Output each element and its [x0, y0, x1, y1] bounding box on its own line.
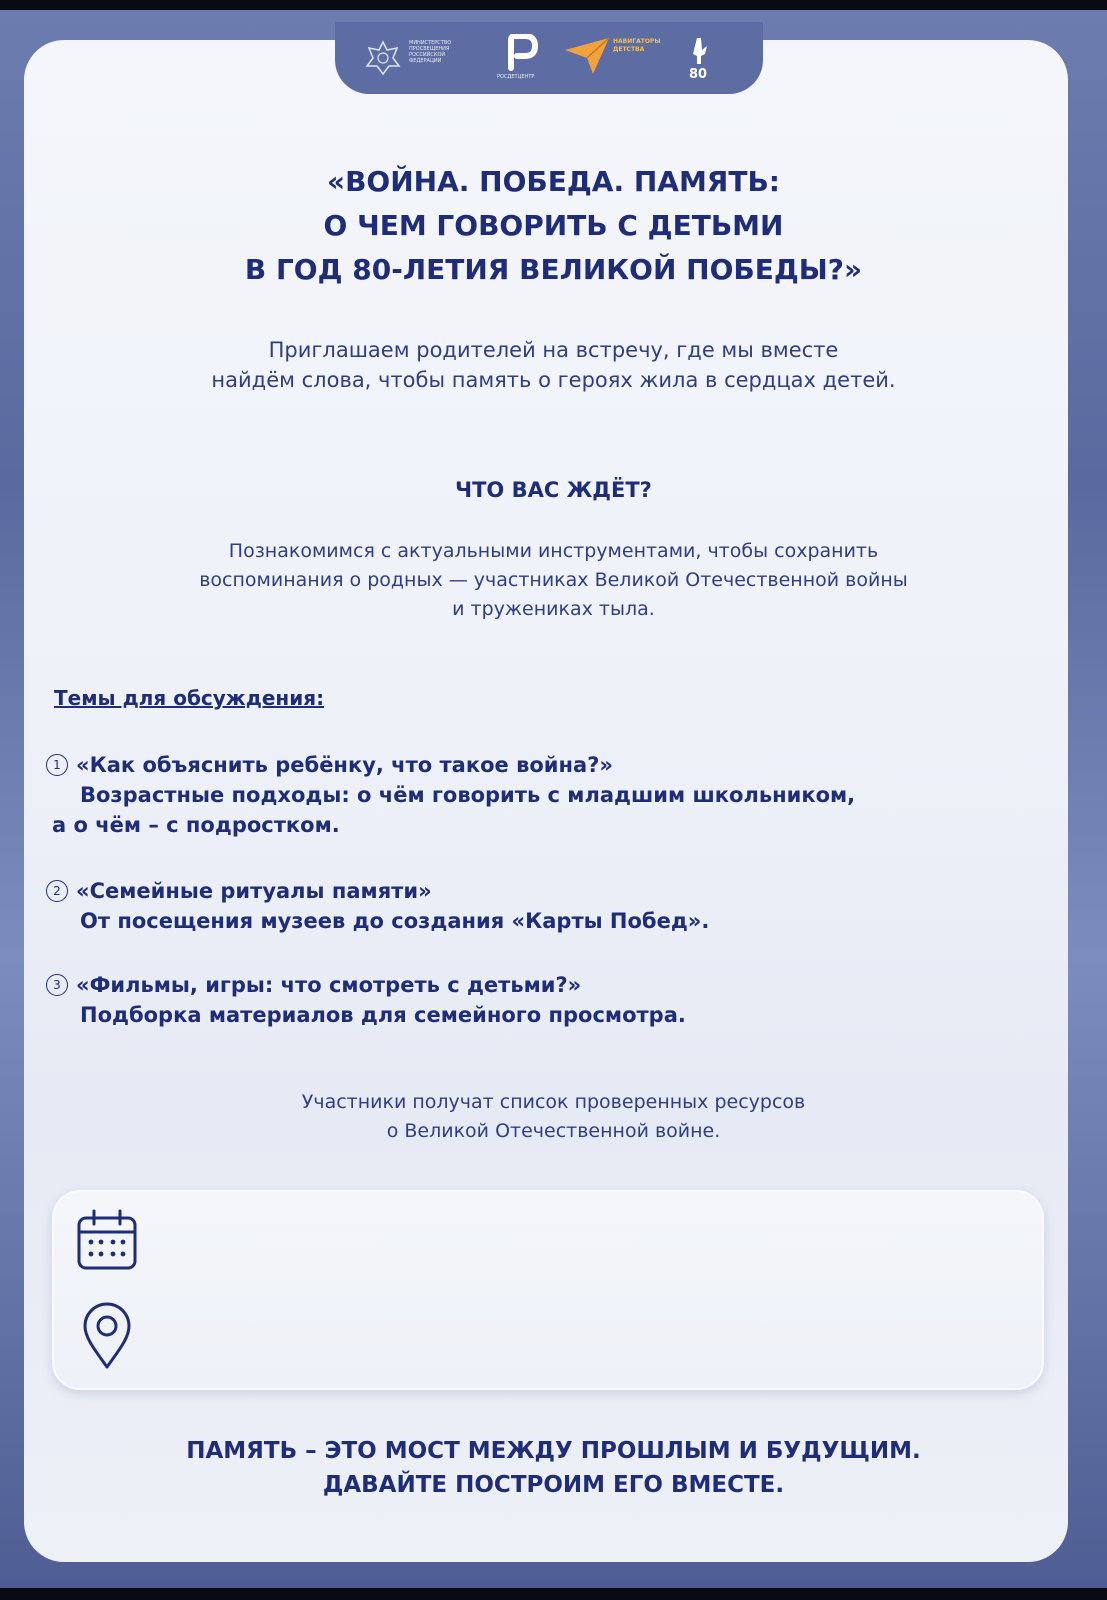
topic-description: Возрастные подходы: о чём говорить с младшим школьником,	[80, 783, 856, 807]
topic-title: «Семейные ритуалы памяти»	[76, 879, 432, 903]
topic-number-badge: 1	[46, 754, 68, 776]
participants-line: о Великой Отечественной войне.	[386, 1120, 721, 1142]
navigators-logo-text: НАВИГАТОРЫ ДЕТСТВА	[613, 38, 661, 53]
rosdetcentr-logo-text: РОСДЕТЦЕНТР	[497, 74, 535, 80]
section-text-line: Познакомимся с актуальными инструментами, чтобы сохранить	[228, 540, 879, 562]
footer-line: ДАВАЙТЕ ПОСТРОИМ ЕГО ВМЕСТЕ.	[322, 1472, 785, 1498]
victory-80-number: 80	[689, 67, 708, 82]
rosdetcentr-logo-icon	[503, 34, 539, 72]
footer-line: ПАМЯТЬ – ЭТО МОСТ МЕЖДУ ПРОШЛЫМ И БУДУЩИМ.	[186, 1438, 921, 1464]
logo-strip	[355, 30, 745, 86]
location-pin-icon	[82, 1302, 132, 1370]
title-line: О ЧЕМ ГОВОРИТЬ С ДЕТЬМИ	[323, 209, 784, 242]
topic-title: «Фильмы, игры: что смотреть с детьми?»	[76, 973, 582, 997]
footer-slogan	[60, 1434, 1047, 1502]
participants-line: Участники получат список проверенных ресурсов	[301, 1091, 806, 1113]
topic-number-badge: 3	[46, 974, 68, 996]
section-text-line: и тружениках тыла.	[452, 598, 655, 620]
victory-80-logo-icon	[685, 36, 715, 82]
topic-item	[46, 876, 1036, 936]
section-heading: ЧТО ВАС ЖДЁТ?	[455, 478, 652, 502]
ministry-logo-text: МИНИСТЕРСТВО ПРОСВЕЩЕНИЯ РОССИЙСКОЙ ФЕДЕРАЦИИ	[409, 40, 452, 64]
topic-item	[46, 750, 1036, 840]
page-title	[60, 160, 1047, 292]
title-line: «ВОЙНА. ПОБЕДА. ПАМЯТЬ:	[326, 165, 781, 198]
navigators-plane-icon	[563, 36, 611, 76]
calendar-icon	[76, 1208, 138, 1272]
title-line: В ГОД 80-ЛЕТИЯ ВЕЛИКОЙ ПОБЕДЫ?»	[244, 253, 863, 286]
topic-description: От посещения музеев до создания «Карты Побед».	[80, 909, 710, 933]
intro-text	[60, 335, 1047, 395]
intro-line: найдём слова, чтобы память о героях жила в сердцах детей.	[211, 368, 896, 392]
topic-description: а о чём – с подростком.	[52, 813, 340, 837]
ministry-emblem-icon	[363, 38, 403, 78]
intro-line: Приглашаем родителей на встречу, где мы вместе	[268, 338, 839, 362]
participants-text	[60, 1088, 1047, 1146]
section-text-line: воспоминания о родных — участниках Великой Отечественной войны	[199, 569, 908, 591]
topic-title: «Как объяснить ребёнку, что такое война?»	[76, 753, 613, 777]
topic-number-badge: 2	[46, 880, 68, 902]
topics-heading: Темы для обсуждения:	[54, 686, 325, 710]
section-text	[56, 537, 1051, 624]
date-location-box	[52, 1190, 1044, 1390]
bottom-edge-bar	[0, 1588, 1107, 1600]
topic-item	[46, 970, 1036, 1030]
top-edge-bar	[0, 0, 1107, 10]
topic-description: Подборка материалов для семейного просмотра.	[80, 1003, 686, 1027]
